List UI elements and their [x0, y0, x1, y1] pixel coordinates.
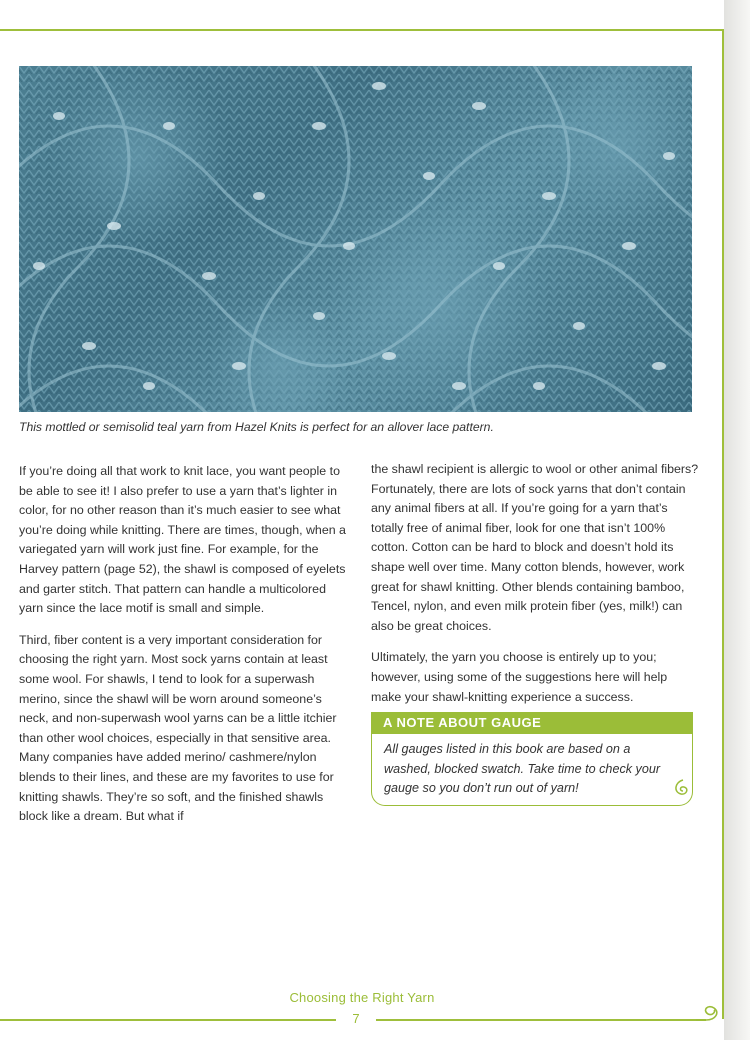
top-border-rule: [0, 29, 724, 31]
body-paragraph: If you’re doing all that work to knit lace, you want people to be able to see it! I also prefer to use a yarn that’s lighter in color, for no other reason than it’s much easier to see what you’re doing while knitting. There are times, though, when a variegated yarn will work just fine. For example, for the Harvey pattern (page 52), the shawl is composed of eyelets and garter stitch. That pattern can handle a multicolored yarn since the lace motif is small and simple.: [19, 464, 346, 616]
page-number: 7: [336, 1011, 376, 1026]
lace-swatch-photo: [19, 66, 692, 412]
swirl-ornament-icon: [671, 778, 695, 804]
body-paragraph: the shawl recipient is allergic to wool or other animal fibers? Fortunately, there are lots of sock yarns that don’t contain any animal fibers at all. If you’re going for a yarn that’s totally free of animal fiber, look for one that isn’t 100% cotton. Cotton can be hard to block and doesn’t hold its shape well over time. Many cotton blends, however, work great for shawl knitting. Other blends containing bamboo, Tencel, nylon, and even milk protein fiber (yes, milk!) can also be great choices.: [371, 462, 699, 633]
body-paragraph: Third, fiber content is a very important consideration for choosing the right yarn. Most sock yarns contain at least some wool. For shawls, I tend to look for a superwash merino, since the shawl will be worn around someone’s neck, and non-superwash wool yarns can be a little itchier than other wool choices, especially in that sensitive area. Many companies have added merino/ cashmere/nylon blends to their lines, and these are my favorites to use for knitting shawls. They’re so soft, and the finished shawls block like a dream. But what if: [19, 632, 337, 824]
body-paragraph: Ultimately, the yarn you choose is entirely up to you; however, using some of the suggestions here will help make your shawl-knitting experience a success.: [371, 650, 668, 704]
lace-pattern-illustration: [19, 66, 692, 412]
right-border-rule: [722, 29, 724, 1019]
gauge-note-sidebar: [371, 712, 693, 806]
right-text-column: [371, 460, 699, 719]
footer-rule-right: [376, 1019, 706, 1021]
chapter-title-footer: Choosing the Right Yarn: [289, 990, 435, 1005]
note-body-text: All gauges listed in this book are based on a washed, blocked swatch. Take time to check your gauge so you don’t run out of yarn!: [384, 742, 661, 796]
photo-caption: This mottled or semisolid teal yarn from Hazel Knits is perfect for an allover lace pattern.: [19, 420, 494, 434]
page-gutter-shadow: [724, 0, 750, 1040]
swirl-corner-icon: [696, 1000, 722, 1022]
left-text-column: [19, 462, 351, 839]
note-heading: A NOTE ABOUT GAUGE: [371, 712, 693, 734]
footer-rule-left: [0, 1019, 336, 1021]
